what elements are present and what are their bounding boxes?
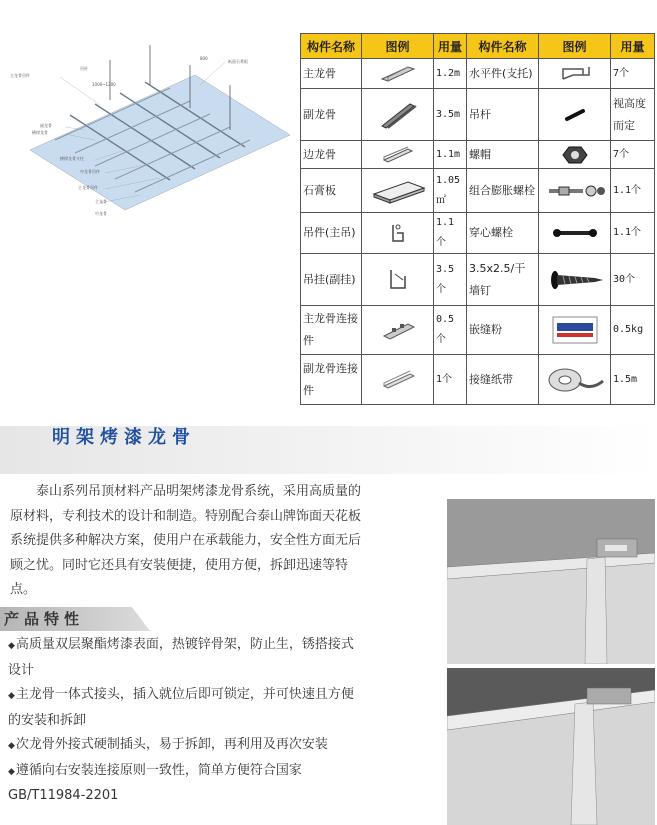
diagram-label: 吊杆 (80, 66, 88, 71)
diagram-label: 中龙骨吊件 (80, 169, 100, 174)
part-name: 吊件(主吊) (301, 213, 362, 254)
column-header: 构件名称 (301, 34, 362, 59)
sub-keel-icon (362, 89, 434, 141)
column-header: 图例 (362, 34, 434, 59)
bracket-icon (539, 59, 611, 89)
parts-table (300, 33, 655, 405)
sub-hanger-icon (362, 254, 434, 306)
diagram-label: 1000~1200 (92, 82, 116, 87)
part-qty: 1.2m (434, 59, 467, 89)
part-name: 嵌缝粉 (467, 306, 539, 355)
part-qty: 30个 (611, 254, 655, 306)
part-name: 螺帽 (467, 141, 539, 169)
main-hanger-icon (362, 213, 434, 254)
table-row (301, 169, 655, 213)
part-name: 吊杆 (467, 89, 539, 141)
list-item (8, 683, 364, 733)
feature-text: 高质量双层聚酯烤漆表面，热镀锌骨架，防止生，锈搭接式设计 (8, 637, 354, 678)
table-row (301, 355, 655, 405)
column-header: 构件名称 (467, 34, 539, 59)
main-connector-icon (362, 306, 434, 355)
gypsum-board-icon (362, 169, 434, 213)
table-row (301, 254, 655, 306)
part-qty: 7个 (611, 59, 655, 89)
table-row (301, 89, 655, 141)
table-row (301, 59, 655, 89)
product-intro-text: 泰山系列吊顶材料产品明架烤漆龙骨系统，采用高质量的原材料，专利技术的设计和制造。特别配合泰山牌饰面天花板系统提供多种解决方案，使用户在承载能力，安全性方面无后顾之忧。同时它还具有安装便捷，使用方便，拆卸迅速等特点。 (10, 484, 362, 597)
part-qty: 1.5m (611, 355, 655, 405)
diagram-label: 横撑龙骨 (32, 130, 48, 135)
paper-tape-icon (539, 355, 611, 405)
part-qty: 1.1m (434, 141, 467, 169)
part-qty: 7个 (611, 141, 655, 169)
column-header: 用量 (611, 34, 655, 59)
tgrid-photo-1 (447, 499, 655, 664)
sub-connector-icon (362, 355, 434, 405)
product-intro (10, 480, 362, 603)
table-row (301, 213, 655, 254)
diagram-label: 副龙骨 (40, 123, 52, 128)
caulk-powder-icon (539, 306, 611, 355)
part-qty: 视高度而定 (611, 89, 655, 141)
product-title: 明架烤漆龙骨 (52, 427, 196, 448)
part-name: 主龙骨连接件 (301, 306, 362, 355)
part-qty: 0.5个 (434, 306, 467, 355)
part-qty: 1.05㎡ (434, 169, 467, 213)
part-name: 边龙骨 (301, 141, 362, 169)
part-qty: 3.5个 (434, 254, 467, 306)
column-header: 图例 (539, 34, 611, 59)
list-item (8, 733, 364, 759)
list-item (8, 759, 364, 809)
expansion-bolt-icon (539, 169, 611, 213)
bullet-icon: ◆ (8, 741, 15, 751)
bullet-icon: ◆ (8, 766, 15, 777)
part-name: 副龙骨连接件 (301, 355, 362, 405)
features-title: 产品特性 (4, 610, 85, 628)
part-name: 组合膨胀螺栓 (467, 169, 539, 213)
part-qty: 1.1个 (611, 213, 655, 254)
tgrid-photo-2 (447, 668, 655, 825)
bullet-icon: ◆ (8, 691, 15, 701)
features-header (0, 607, 160, 631)
part-qty: 3.5m (434, 89, 467, 141)
part-name: 副龙骨 (301, 89, 362, 141)
feature-text: 遵循向右安装连接原则一致性，简单方便符合国家GB/T11984-2201 (8, 762, 302, 803)
part-name: 水平件(支托) (467, 59, 539, 89)
diagram-label: 800 (200, 56, 208, 61)
rod-icon (539, 89, 611, 141)
table-header-row (301, 34, 655, 59)
part-qty: 1个 (434, 355, 467, 405)
part-name: 穿心螺栓 (467, 213, 539, 254)
feature-text: 主龙骨一体式接头，插入就位后即可锁定，并可快速且方便的安装和拆卸 (8, 687, 354, 728)
diagram-label: 主龙骨 (95, 199, 107, 204)
diagram-label: 横撑龙骨支托 (60, 156, 84, 161)
part-name: 主龙骨 (301, 59, 362, 89)
bullet-icon: ◆ (8, 641, 15, 651)
ceiling-framing-diagram (0, 30, 300, 270)
diagram-label: 主龙骨吊件 (78, 185, 98, 190)
feature-text: 次龙骨外接式硬制插头，易于拆卸，再利用及再次安装 (15, 737, 328, 752)
part-name: 接缝纸带 (467, 355, 539, 405)
part-name: 3.5x2.5/干墙钉 (467, 254, 539, 306)
part-qty: 1.1个 (434, 213, 467, 254)
diagram-label: 纸面石膏板 (228, 59, 248, 64)
diagram-label: 主龙骨吊件 (10, 73, 30, 78)
part-name: 吊挂(副挂) (301, 254, 362, 306)
part-qty: 0.5kg (611, 306, 655, 355)
nut-icon (539, 141, 611, 169)
diagram-label: 中龙骨 (95, 211, 107, 216)
part-name: 石膏板 (301, 169, 362, 213)
drywall-screw-icon (539, 254, 611, 306)
table-row (301, 141, 655, 169)
edge-keel-icon (362, 141, 434, 169)
main-keel-icon (362, 59, 434, 89)
column-header: 用量 (434, 34, 467, 59)
through-bolt-icon (539, 213, 611, 254)
ceiling-board-plane (30, 75, 290, 210)
table-row (301, 306, 655, 355)
list-item (8, 633, 364, 683)
part-qty: 1.1个 (611, 169, 655, 213)
feature-list (8, 633, 364, 809)
